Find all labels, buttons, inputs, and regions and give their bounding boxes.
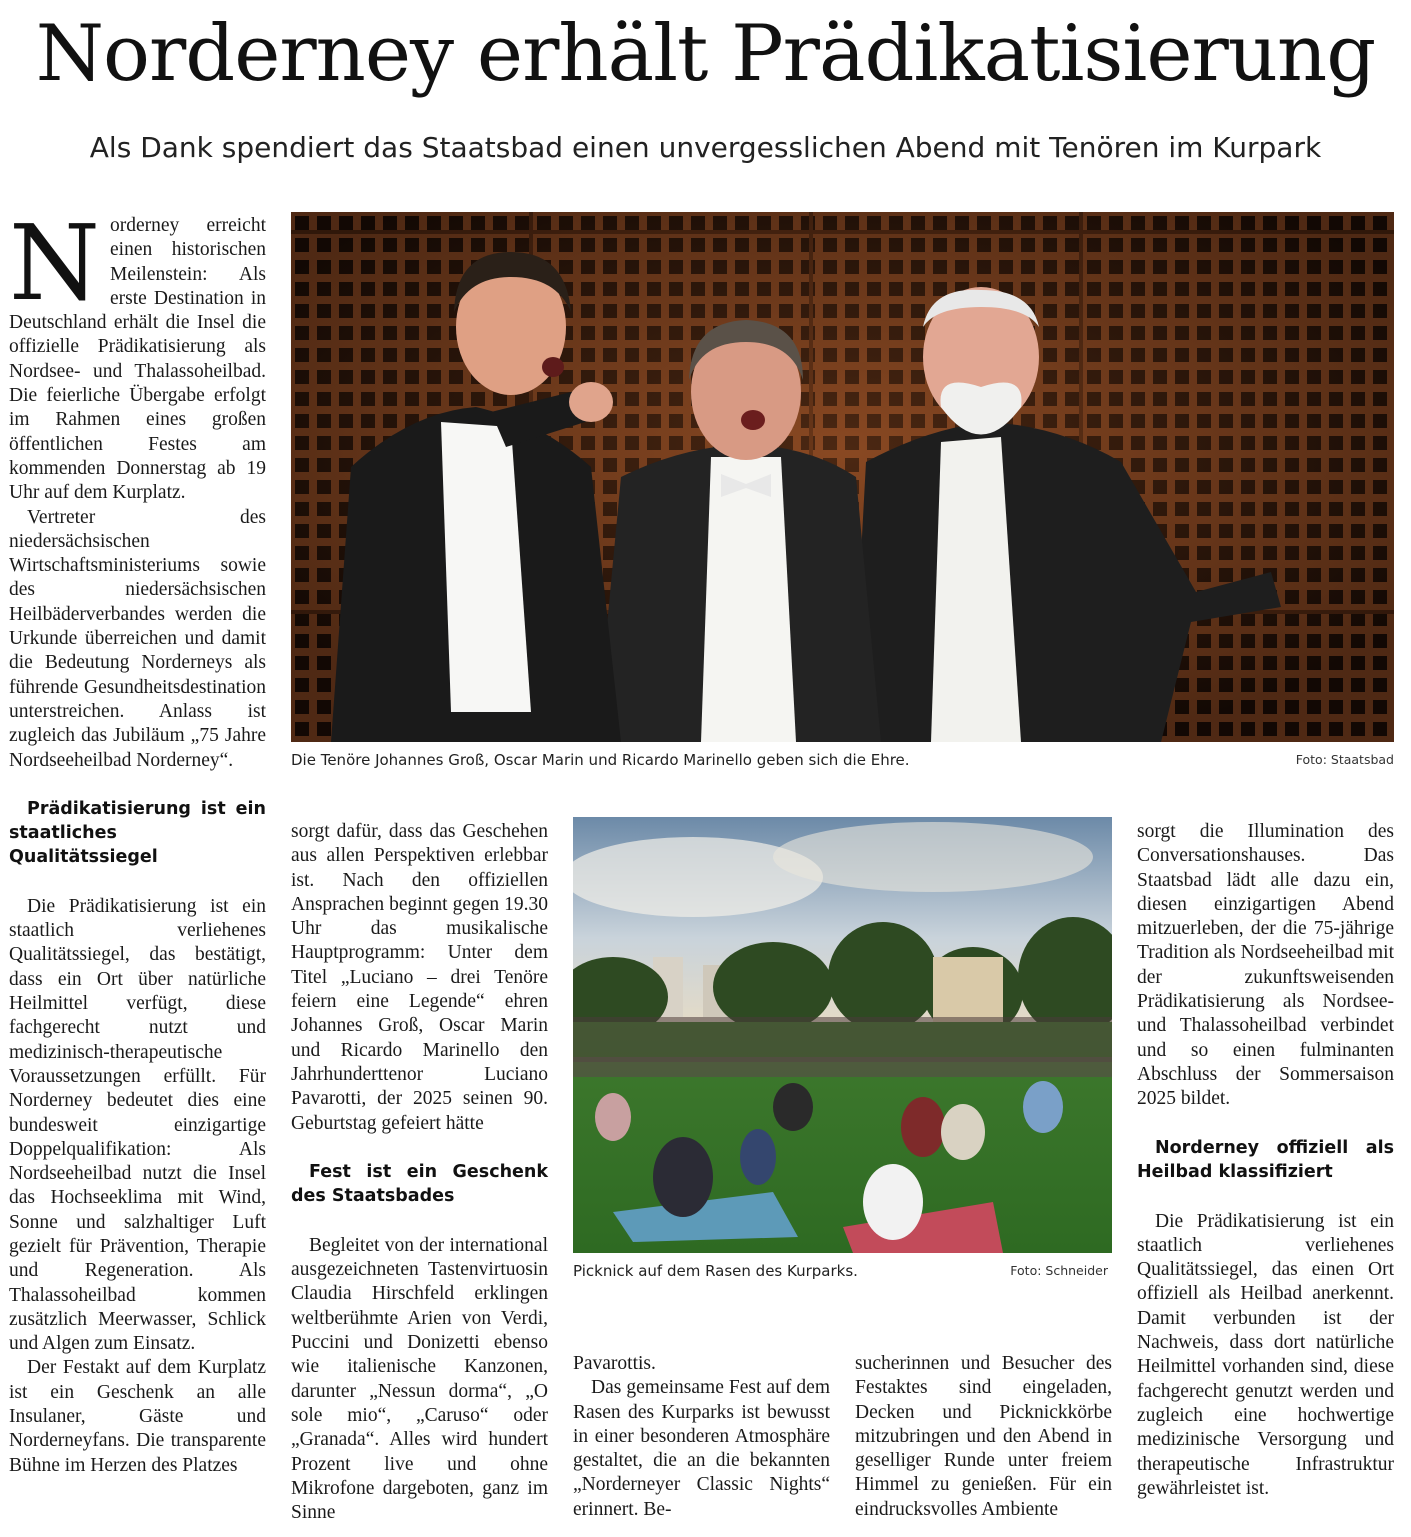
headline: Norderney erhält Prädikatisierung [35, 9, 1376, 99]
subheadline: Als Dank spendiert das Staatsbad einen unvergesslichen Abend mit Tenören im Kurpark [89, 131, 1322, 164]
section-subheading: Norderney offiziell als Heilbad klassifiziert [1137, 1137, 1394, 1182]
photo-picnic [573, 817, 1112, 1253]
section-subheading: Prädikatisierung ist ein staatliches Qualitätssiegel [9, 798, 266, 867]
paragraph: sorgt die Illumination des Conversationshauses. Das Staatsbad lädt alle dazu ein, diesen einzigartigen Abend mitzuerleben, der die 75-jährige Tradition als Nordseeheilbad mit der zukunftsweisenden Prädikatisierung als Nordsee- und Thalassoheilbad verbindet und so einen fulminanten Abschluss der Sommersaison 2025 bildet. [1137, 821, 1394, 1110]
paragraph: Das gemeinsame Fest auf dem Rasen des Kurparks ist bewusst in einer besonderen Atmosphäre gestaltet, die an die bekannten „Norderneyer Classic Nights“ erinnert. Be- [573, 1377, 830, 1520]
dropcap-letter: N [9, 202, 100, 324]
paragraph: Der Festakt auf dem Kurplatz ist ein Geschenk an alle Insulaner, Gäste und Norderneyfans. Die transparente Bühne im Herzen des Platzes [9, 1357, 266, 1476]
article-column-2 [291, 820, 548, 1525]
paragraph: Pavarottis. [573, 1353, 656, 1374]
paragraph: sorgt dafür, dass das Geschehen aus allen Perspektiven erlebbar ist. Nach den offiziellen Ansprachen beginnt gegen 19.30 Uhr das musikalische Hauptprogramm: Unter dem Titel „Luciano – drei Tenöre feiern eine Legende“ ehren Johannes Groß, Oscar Marin und Ricardo Marinello den Jahrhunderttenor Luciano Pavarotti, der 2025 seinen 90. Geburtstag gefeiert hätte [291, 821, 548, 1134]
paragraph: Die Prädikatisierung ist ein staatlich verliehenes Qualitätssiegel, das bestätigt, dass ein Ort über natürliche Heilmittel verfügt, diese fachgerecht nutzt und medizinisch-therapeutische Voraussetzungen erfüllt. Für Norderney bedeutet dies eine bundesweit einzigartige Doppelqualifikation: Als Nordseeheilbad nutzt die Insel das Hochseeklima mit Wind, Sonne und salzhaltiger Luft gezielt für Prävention, Therapie und Regeneration. Als Thalassoheilbad kommen zusätzlich Meerwasser, Schlick und Algen zum Einsatz. [9, 895, 266, 1355]
photo-credit: Foto: Staatsbad [1295, 752, 1394, 767]
article-column-1 [9, 202, 266, 1478]
paragraph: sucherinnen und Besucher des Festaktes sind eingeladen, Decken und Picknickkörbe mitzubringen und den Abend in geselliger Runde unter freiem Himmel zu genießen. Für ein eindrucksvolles Ambiente [855, 1353, 1112, 1520]
paragraph: Vertreter des niedersächsischen Wirtschaftsministeriums sowie des niedersächsischen Heilbäderverbandes werden die Urkunde überreichen und damit die Bedeutung Norderneys als führende Gesundheitsdestination unterstreichen. Anlass ist zugleich das Jubiläum „75 Jahre Nordseeheilbad Norderney“. [9, 506, 266, 771]
photo-tenors [291, 212, 1394, 742]
photo-caption: Die Tenöre Johannes Groß, Oscar Marin und Ricardo Marinello geben sich die Ehre. [291, 751, 910, 769]
paragraph: orderney erreicht einen historischen Meilenstein: Als erste Destination in Deutschland erhält die Insel die offizielle Prädikatisierung als Nordsee- und Thalassoheilbad. Die feierliche Übergabe erfolgt im Rahmen eines großen öffentlichen Festes am kommenden Donnerstag ab 19 Uhr auf dem Kurplatz. [9, 215, 266, 504]
photo-credit: Foto: Schneider [1010, 1263, 1108, 1278]
photo-caption: Picknick auf dem Rasen des Kurparks. [573, 1262, 858, 1280]
paragraph: Begleitet von der international ausgezeichneten Tastenvirtuosin Claudia Hirschfeld erklingen weltberühmte Arien von Verdi, Puccini und Donizetti ebenso wie italienische Kanzonen, darunter „Nessun dorma“, „O sole mio“, „Caruso“ oder „Granada“. Alles wird hundert Prozent live und ohne Mikrofone dargeboten, ganz im Sinne [291, 1234, 548, 1524]
article-column-4 [855, 1352, 1112, 1522]
section-subheading: Fest ist ein Geschenk des Staatsbades [291, 1161, 548, 1206]
article-column-3 [573, 1352, 830, 1522]
paragraph: Die Prädikatisierung ist ein staatlich verliehenes Qualitätssiegel, das einen Ort offiziell als Heilbad anerkennt. Damit verbunden ist der Nachweis, dass dort natürliche Heilmittel vorhanden sind, diese fachgerecht genutzt werden und zugleich eine hochwertige medizinische Versorgung und therapeutische Infrastruktur gewährleistet ist. [1137, 1210, 1394, 1499]
article-column-5 [1137, 820, 1394, 1501]
